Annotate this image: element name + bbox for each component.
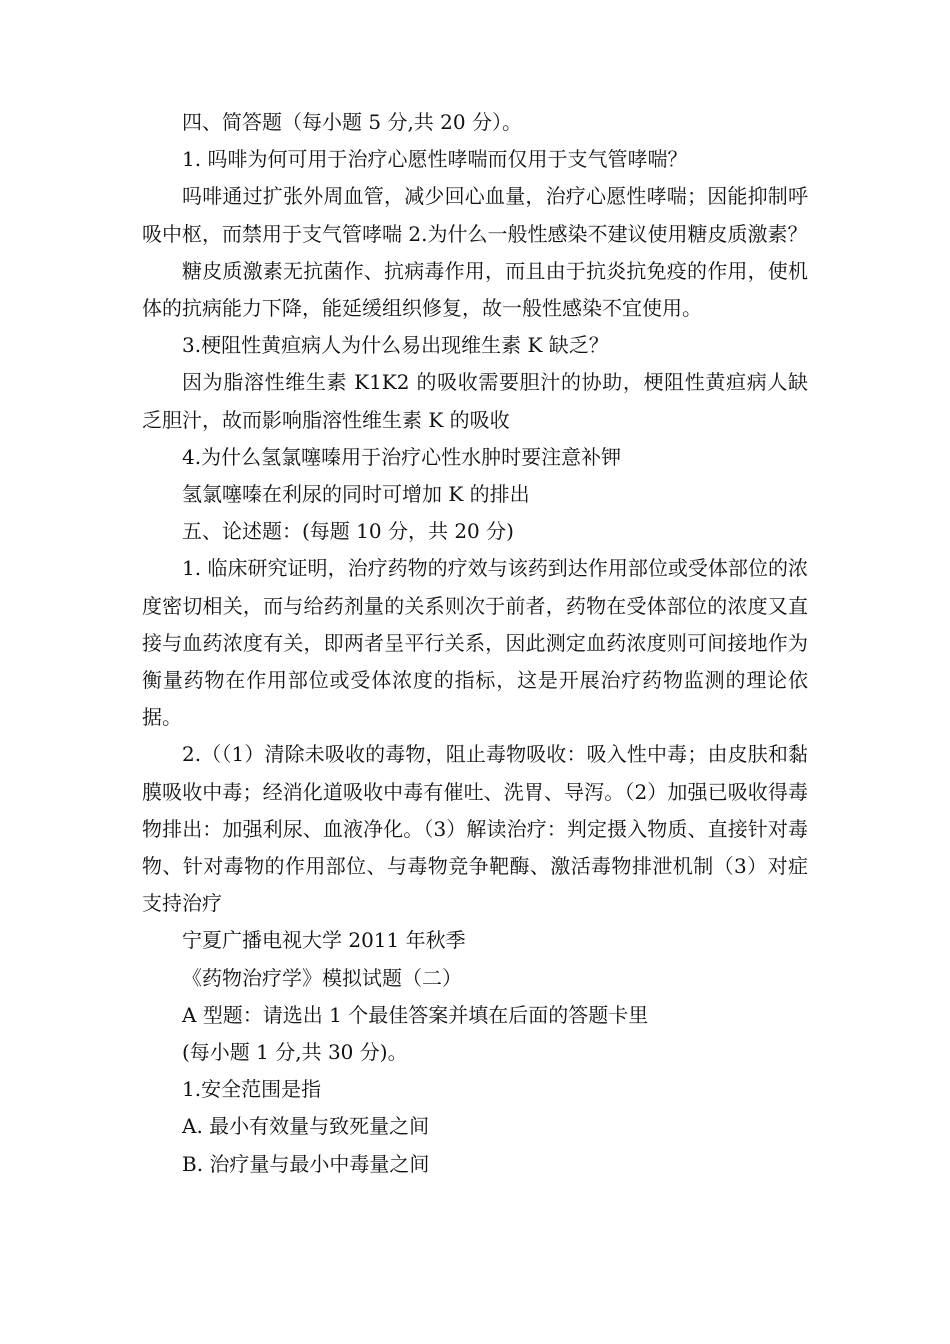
answer-1: 吗啡通过扩张外周血管，减少回心血量，治疗心愿性哮喘；因能抑制呼吸中枢，而禁用于支气管哮喘 2.为什么一般性感染不建议使用糖皮质激素？ [142, 184, 808, 246]
mc-option-b: B. 治疗量与最小中毒量之间 [182, 1151, 430, 1176]
answer-4: 氢氯噻嗪在利尿的同时可增加 K 的排出 [182, 482, 530, 507]
question-1: 1. 吗啡为何可用于治疗心愿性哮喘而仅用于支气管哮喘？ [182, 147, 688, 172]
type-a-instructions: A 型题：请选出 1 个最佳答案并填在后面的答题卡里 [182, 1002, 649, 1027]
section-four-heading: 四、简答题（每小题 5 分,共 20 分）。 [182, 110, 522, 134]
exam-institution: 宁夏广播电视大学 2011 年秋季 [182, 928, 466, 953]
answer-2: 糖皮质激素无抗菌作、抗病毒作用，而且由于抗炎抗免疫的作用，使机体的抗病能力下降，能延缓组织修复，故一般性感染不宜使用。 [142, 258, 808, 321]
document-body [142, 104, 808, 1183]
question-4: 4.为什么氢氯噻嗪用于治疗心性水肿时要注意补钾 [182, 444, 622, 469]
essay-answer-2: 2.（（1）清除未吸收的毒物，阻止毒物吸收：吸入性中毒；由皮肤和黏膜吸收中毒；经消化道吸收中毒有催吐、洗胃、导泻。（2）加强已吸收得毒物排出：加强利尿、血液净化。（3）解读治疗：判定摄入物质、直接针对毒物、针对毒物的作用部位、与毒物竞争靶酶、激活毒物排泄机制（3）对症支持治疗 [142, 742, 808, 916]
section-five-heading: 五、论述题：(每题 10 分，共 20 分) [182, 519, 514, 544]
essay-answer-1: 1. 临床研究证明，治疗药物的疗效与该药到达作用部位或受体部位的浓度密切相关，而与给药剂量的关系则次于前者，药物在受体部位的浓度又直接与血药浓度有关，即两者呈平行关系，因此测定血药浓度则可间接地作为衡量药物在作用部位或受体浓度的指标，这是开展治疗药物监测的理论依据。 [142, 556, 808, 730]
type-a-scoring: (每小题 1 分,共 30 分)。 [182, 1040, 408, 1065]
answer-3: 因为脂溶性维生素 K1K2 的吸收需要胆汁的协助，梗阻性黄疸病人缺乏胆汁，故而影响脂溶性维生素 K 的吸收 [142, 370, 808, 432]
question-3: 3.梗阻性黄疸病人为什么易出现维生素 K 缺乏？ [182, 333, 609, 358]
mc-question-1: 1.安全范围是指 [182, 1077, 322, 1102]
mc-option-a: A. 最小有效量与致死量之间 [182, 1114, 430, 1139]
exam-title: 《药物治疗学》模拟试题（二） [182, 965, 462, 990]
